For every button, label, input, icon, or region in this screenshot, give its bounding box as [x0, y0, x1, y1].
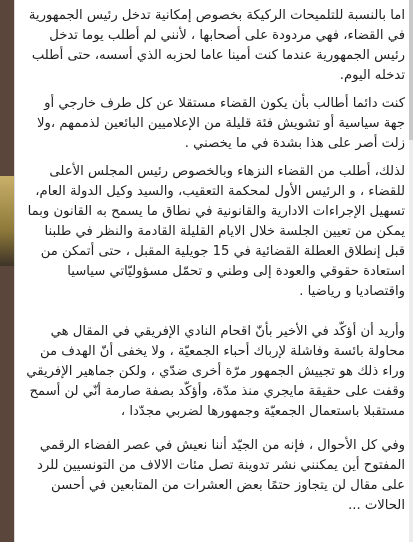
paragraph-5: وفي كل الأحوال ، فإنه من الجيّد أننا نعيش في عصر الفضاء الرقمي المفتوح أين يمكنني نشر تدوينة تصل مئات الالاف من التونسيين للرد على مقال لن يتجاوز حتمًا بعض العشرات من المتابعين في أحسن الحالات ...: [37, 438, 405, 513]
scrollbar-thumb[interactable]: [409, 0, 413, 140]
post-text: [15, 0, 413, 516]
paragraph-3: لذلك، أطلب من القضاء النزهاء وبالخصوص رئيس المجلس الأعلى للقضاء ، و الرئيس الأول لمحكمة التعقيب، والسيد وكيل الدولة العام، تسهيل الإجراءات الادارية والقانونية في نطاق ما يسمح به القانون وبما يمكن من تعيين الجلسة خلال الايام القليلة القادمة والنظر في طلبنا قبل إنطلاق العطلة القضائية في 15 جويلية المقبل ، حتى أتمكن من استعادة حقوقي والعودة إلى وطني و تحمّل مسؤوليّاتي سياسيا واقتصاديا و رياضيا .: [27, 164, 405, 299]
paragraph-2: كنت دائما أطالب بأن يكون القضاء مستقلا عن كل طرف خارجي أو جهة سياسية أو تشويش فئة قليلة من الإعلاميين البائعين لذممهم ،ولا زلت أصر على هذا بشدة في ما يخصني .: [36, 96, 405, 151]
post-card: [14, 0, 413, 542]
paragraph-1: اما بالنسبة للتلميحات الركيكة بخصوص إمكانية تدخل رئيس الجمهورية في القضاء، فهي مردودة على أصحابها ، لأنني لم أطلب يوما تدخل رئيس الجمهورية عندما كنت أمينا عاما لحزبه الذي أسسه، حتى أطلب تدخله اليوم.: [28, 8, 405, 83]
paragraph-4: وأريد أن أؤكّد في الأخير بأنّ اقحام النادي الإفريقي في المقال هي محاولة بائسة وفاشلة لإرباك أحباء الجمعيّة ، ولا يخفى أنّ الهدف من وراء ذلك هو تجييش الجمهور مرّة أخرى ضدّي ، ولكن جماهير الإفريقي وقفت على حقيقة مايجري منذ مدّة، وأؤكّد بصفة صارمة أنّي لن أسمح مستقبلا باستعمال الجمعيّة وجمهورها لضربي مجدّدا ،: [26, 324, 405, 419]
scrollbar[interactable]: [409, 0, 413, 542]
